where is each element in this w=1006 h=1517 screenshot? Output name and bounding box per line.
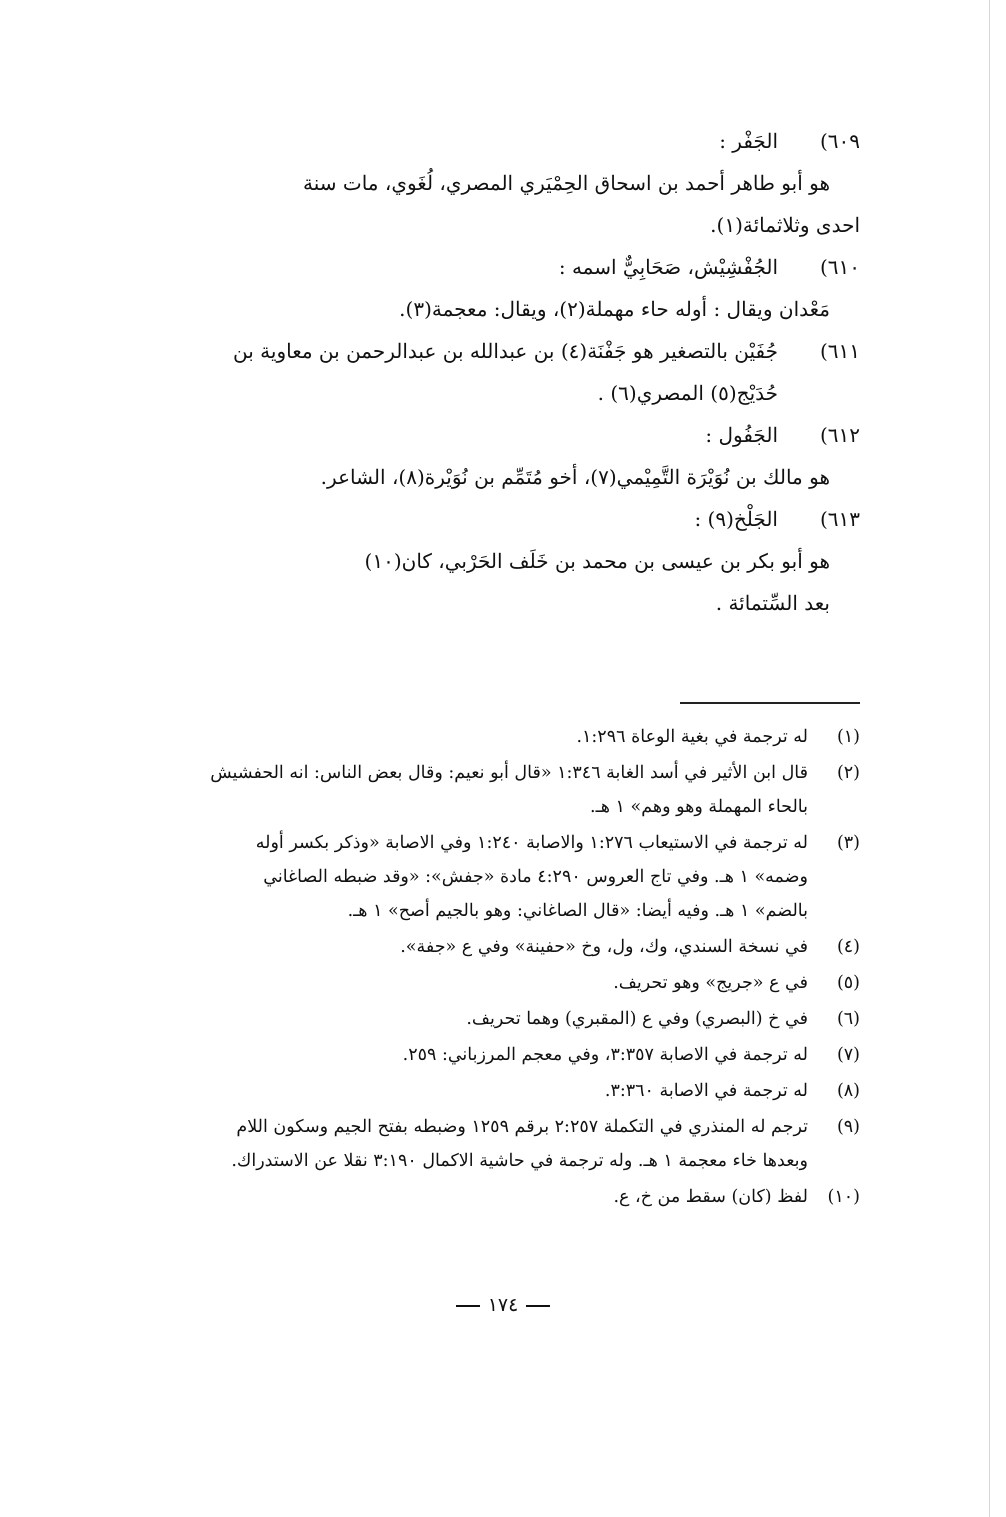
- footnote-1: [138, 720, 860, 754]
- footnote-line: له ترجمة في الاستيعاب ١:٢٧٦ والاصابة ١:٢٤٠ وفي الاصابة «وذكر بكسر أوله: [255, 833, 808, 853]
- footnote-8: [138, 1074, 860, 1108]
- footnote-number: (٨): [836, 1081, 860, 1101]
- footnote-line: بالحاء المهملة وهو وهم» ١ هـ.: [590, 797, 808, 817]
- entry-text-line: هو أبو طاهر أحمد بن اسحاق الحِمْيَري المصري، لُغَوي، مات سنة: [303, 171, 830, 195]
- page-edge: [989, 0, 990, 1517]
- entry-611: [138, 330, 860, 372]
- footnote-line: في نسخة السندي، وك، ول، وخ «حفينة» وفي ع «جفة».: [400, 937, 808, 957]
- footnote-2: [138, 756, 860, 824]
- footnote-line: في خ (البصري) وفي ع (المقبري) وهما تحريف.: [466, 1009, 808, 1029]
- footnote-line: بالضم» ١ هـ. وفيه أيضا: «قال الصاغاني: وهو بالجيم أصح» ١ هـ.: [347, 901, 808, 921]
- footnote-number: (٢): [836, 763, 860, 783]
- footnote-number: (٧): [836, 1045, 860, 1065]
- entry-609: [138, 120, 860, 162]
- entry-heading: الجَلْخ(٩) :: [694, 507, 778, 531]
- page-number-dash: [456, 1305, 480, 1307]
- footnote-line: له ترجمة في الاصابة ٣:٣٥٧، وفي معجم المرزباني: ٢٥٩.: [402, 1045, 808, 1065]
- entry-number: ٦٠٩): [819, 129, 860, 153]
- footnote-number: (٥): [836, 973, 860, 993]
- footnote-line: لفظ (كان) سقط من خ، ع.: [613, 1187, 808, 1207]
- entry-number: ٦١١): [819, 339, 860, 363]
- page-number-dash: [526, 1305, 550, 1307]
- page-number: ١٧٤: [487, 1294, 519, 1316]
- entry-text-line: احدى وثلاثمائة(١).: [710, 213, 860, 237]
- footnote-number: (١٠): [827, 1187, 860, 1207]
- main-text: [138, 120, 860, 624]
- footnote-number: (٦): [836, 1009, 860, 1029]
- entry-text-line: مَعْدان ويقال : أوله حاء مهملة(٢)، ويقال: معجمة(٣).: [399, 297, 830, 321]
- entry-613: [138, 498, 860, 540]
- entry-610: [138, 246, 860, 288]
- footnote-4: [138, 930, 860, 964]
- footnote-line: في ع «جريج» وهو تحريف.: [613, 973, 808, 993]
- entry-text-line: هو أبو بكر بن عيسى بن محمد بن خَلَف الحَرْبي، كان(١٠): [364, 549, 830, 573]
- footnote-10: [138, 1180, 860, 1214]
- entry-continuation: حُدَيْج(٥) المصري(٦) .: [597, 381, 778, 405]
- entry-text-line: هو مالك بن نُوَيْرَة التَّمِيْمي(٧)، أخو مُتَمِّم بن نُوَيْرة(٨)، الشاعر.: [320, 465, 830, 489]
- entry-number: ٦١٠): [819, 255, 860, 279]
- entry-number: ٦١٢): [819, 423, 860, 447]
- entry-612: [138, 414, 860, 456]
- footnote-number: (١): [836, 727, 860, 747]
- footnote-9: [138, 1110, 860, 1178]
- footnote-line: ترجم له المنذري في التكملة ٢:٢٥٧ برقم ١٢٥٩ وضبطه بفتح الجيم وسكون اللام: [236, 1117, 808, 1137]
- entry-heading: الجَفُول :: [705, 423, 778, 447]
- footnote-7: [138, 1038, 860, 1072]
- entry-text-line: بعد السِّتمائة .: [715, 591, 830, 615]
- footnote-line: له ترجمة في بغية الوعاة ١:٢٩٦.: [576, 727, 808, 747]
- entry-heading: جُفَيْن بالتصغير هو جَفْنَة(٤) بن عبدالله بن عبدالرحمن بن معاوية بن: [233, 339, 778, 363]
- footnote-separator: [680, 702, 860, 704]
- entry-number: ٦١٣): [819, 507, 860, 531]
- footnote-5: [138, 966, 860, 1000]
- entry-heading: الجَفْر :: [719, 129, 778, 153]
- footnotes: [138, 720, 860, 1216]
- page-number-block: [0, 1294, 1006, 1316]
- footnote-6: [138, 1002, 860, 1036]
- footnote-line: وضمه» ١ هـ. وفي تاج العروس ٤:٢٩٠ مادة «جفش»: «وقد ضبطه الصاغاني: [263, 867, 808, 887]
- entry-heading: الجُفْشِيْش، صَحَابِيٌّ اسمه :: [558, 255, 778, 279]
- footnote-number: (٣): [836, 833, 860, 853]
- footnote-line: له ترجمة في الاصابة ٣:٣٦٠.: [604, 1081, 808, 1101]
- footnote-line: وبعدها خاء معجمة ١ هـ. وله ترجمة في حاشية الاكمال ٣:١٩٠ نقلا عن الاستدراك.: [231, 1151, 808, 1171]
- footnote-3: [138, 826, 860, 928]
- footnote-line: قال ابن الأثير في أسد الغابة ١:٣٤٦ «قال أبو نعيم: وقال بعض الناس: انه الحفشيش: [210, 763, 808, 783]
- footnote-number: (٤): [836, 937, 860, 957]
- footnote-number: (٩): [836, 1117, 860, 1137]
